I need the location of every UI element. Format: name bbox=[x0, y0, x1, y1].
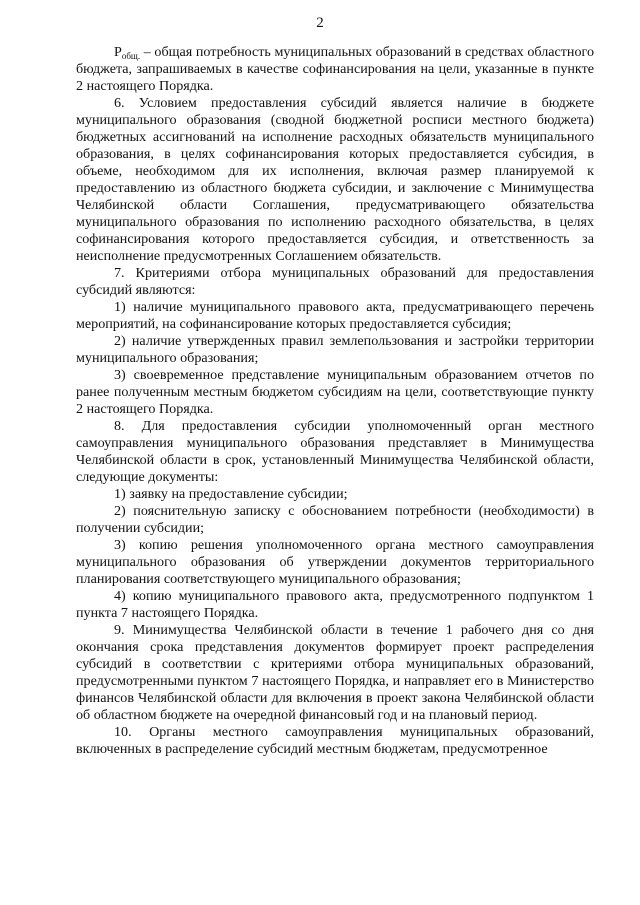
paragraph-9: 9. Минимущества Челябинской области в течение 1 рабочего дня со дня окончания срока представления документов формирует проект распределения субсидий в соответствии с критериями отбора муниципальных образований, предусмотренными пунктом 7 настоящего Порядка, и направляет его в Министерство финансов Челябинской области для включения в проект закона Челябинской области об областном бюджете на очередной финансовый год и на плановый период. bbox=[76, 622, 594, 723]
document-body bbox=[76, 44, 594, 758]
paragraph-7-item-2: 2) наличие утвержденных правил землепользования и застройки территории муниципального образования; bbox=[76, 333, 594, 366]
variable-definition-text: – общая потребность муниципальных образований в средствах областного бюджета, запрашиваемых в качестве софинансирования на цели, указанные в пункте 2 настоящего Порядка. bbox=[76, 44, 594, 94]
paragraph-7-item-1: 1) наличие муниципального правового акта, предусматривающего перечень мероприятий, на софинансирование которых предоставляется субсидия; bbox=[76, 299, 594, 332]
paragraph-8: 8. Для предоставления субсидии уполномоченный орган местного самоуправления муниципального образования представляет в Минимущества Челябинской области в срок, установленный Минимущества Челябинской области, следующие документы: bbox=[76, 418, 594, 485]
paragraph-8-item-4: 4) копию муниципального правового акта, предусмотренного подпунктом 1 пункта 7 настоящего Порядка. bbox=[76, 588, 594, 621]
paragraph-7: 7. Критериями отбора муниципальных образований для предоставления субсидий являются: bbox=[76, 265, 594, 298]
variable-symbol: P bbox=[114, 44, 122, 60]
paragraph-8-item-3: 3) копию решения уполномоченного органа местного самоуправления муниципального образования об утверждении документов территориального планирования соответствующего муниципального образования; bbox=[76, 537, 594, 587]
paragraph-7-item-3: 3) своевременное представление муниципальным образованием отчетов по ранее полученным местным бюджетом субсидиям на цели, соответствующие пункту 2 настоящего Порядка. bbox=[76, 367, 594, 417]
paragraph-6: 6. Условием предоставления субсидий является наличие в бюджете муниципального образования (сводной бюджетной росписи местного бюджета) бюджетных ассигнований на исполнение расходных обязательств муниципального образования, в целях софинансирования которых предоставляется субсидия, в объеме, необходимом для их исполнения, включая размер планируемой к предоставлению из областного бюджета субсидии, и заключение с Минимущества Челябинской области Соглашения, предусматривающего обязательства муниципального образования по исполнению расходного обязательства, в целях софинансирования которого предоставляется субсидия, и ответственность за неисполнение предусмотренных Соглашением обязательств. bbox=[76, 95, 594, 264]
paragraph-8-item-1: 1) заявку на предоставление субсидии; bbox=[114, 486, 348, 502]
page-number: 2 bbox=[316, 15, 324, 31]
variable-subscript: общ. bbox=[121, 51, 141, 61]
paragraph-8-item-2: 2) пояснительную записку с обоснованием потребности (необходимости) в получении субсидии; bbox=[76, 503, 594, 536]
p-variable-definition bbox=[76, 44, 594, 95]
paragraph-10: 10. Органы местного самоуправления муниципальных образований, включенных в распределение субсидий местным бюджетам, предусмотренное bbox=[76, 724, 594, 757]
